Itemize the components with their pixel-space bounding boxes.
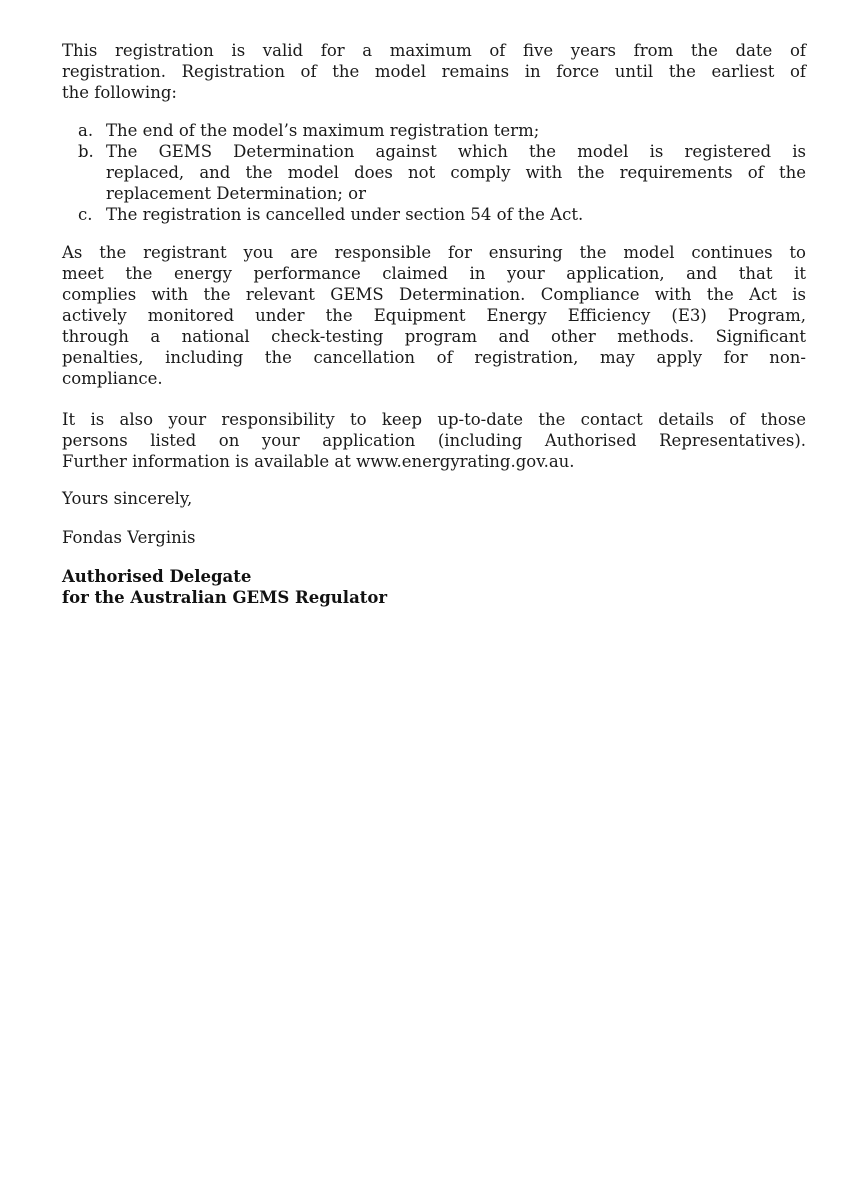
text-line: persons listed on your application (including Authorised Representatives). [62,431,806,450]
list-marker: b. [78,142,94,161]
text-line: It is also your responsibility to keep up-to-date the contact details of those [62,410,806,429]
text-line: actively monitored under the Equipment Energy Efficiency (E3) Program, [62,306,806,325]
text-line: replacement Determination; or [106,184,367,203]
text-line: complies with the relevant GEMS Determination. Compliance with the Act is [62,285,806,304]
text-line: replaced, and the model does not comply with the requirements of the [106,163,806,182]
salutation: Yours sincerely, [62,489,193,508]
signatory-organisation: for the Australian GEMS Regulator [62,588,388,607]
text-line: The end of the model’s maximum registration term; [106,121,540,140]
text-line: meet the energy performance claimed in your application, and that it [62,264,806,283]
signatory-name: Fondas Verginis [62,528,196,547]
signatory-title: Authorised Delegate [62,567,252,586]
text-line: registration. Registration of the model remains in force until the earliest of [62,62,806,81]
text-line: Further information is available at www.energyrating.gov.au. [62,452,575,471]
text-line: through a national check-testing program and other methods. Significant [62,327,806,346]
list-marker: c. [78,205,93,224]
list-marker: a. [78,121,94,140]
text-line: compliance. [62,369,163,388]
text-line: As the registrant you are responsible for ensuring the model continues to [62,243,806,262]
text-line: the following: [62,83,177,102]
text-line: The GEMS Determination against which the model is registered is [106,142,806,161]
text-line: The registration is cancelled under section 54 of the Act. [106,205,584,224]
text-line: penalties, including the cancellation of registration, may apply for non- [62,348,806,367]
text-line: This registration is valid for a maximum of five years from the date of [62,41,806,60]
